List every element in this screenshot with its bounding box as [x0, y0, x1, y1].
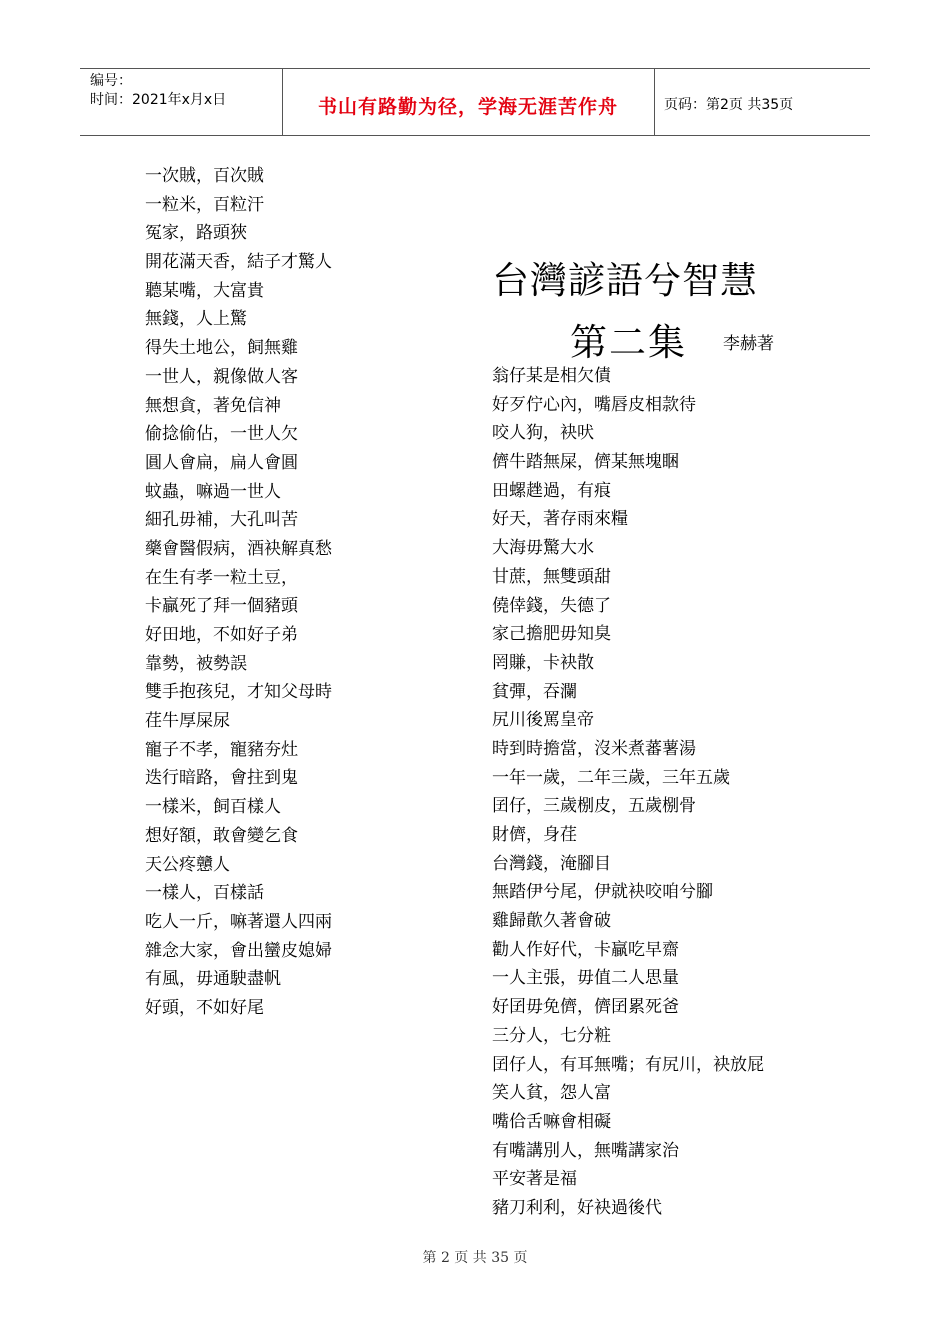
header-top-rule	[80, 68, 870, 69]
proverb-line: 想好額，敢會變乞食	[145, 825, 298, 846]
proverb-line: 一次賊，百次賊	[145, 166, 264, 186]
proverb-line: 笑人貧，怨人富	[492, 1083, 611, 1104]
proverb-line: 一樣人，百樣話	[145, 883, 264, 904]
proverb-line: 好囝毋免儕，儕囝累死爸	[492, 997, 679, 1018]
proverb-line: 雙手抱孩兒，才知父母時	[145, 682, 332, 703]
proverb-line: 寵子不孝，寵豬夯灶	[145, 739, 298, 760]
header-motto: 书山有路勤为径，学海无涯苦作舟	[317, 96, 618, 118]
proverb-line: 大海毋驚大水	[492, 538, 594, 559]
proverb-line: 財儕，身荏	[492, 825, 577, 845]
proverb-line: 一人主張，毋值二人思量	[492, 968, 679, 989]
header-page-info: 页码：第2页 共35页	[664, 97, 794, 113]
proverb-line: 有嘴講別人，無嘴講家治	[492, 1140, 679, 1161]
proverb-line: 靠勢，被勢誤	[145, 653, 247, 674]
proverb-line: 僥倖錢，失德了	[492, 595, 611, 616]
proverb-line: 偷捻偷佔，一世人欠	[145, 424, 298, 445]
left-proverb-list	[145, 162, 332, 1023]
document-subtitle: 第二集	[570, 321, 687, 364]
proverb-line: 田螺趖過，有痕	[492, 480, 611, 501]
right-proverb-list	[492, 362, 764, 1223]
proverb-line: 冤家，路頭狹	[145, 223, 247, 244]
proverb-line: 好田地，不如好子弟	[145, 625, 298, 645]
proverb-line: 雜念大家，會出蠻皮媳婦	[145, 940, 332, 961]
header-meta	[90, 72, 226, 110]
proverb-line: 聽某嘴，大富貴	[145, 280, 264, 301]
proverb-line: 囝仔人，有耳無嘴；有尻川，袂放屁	[492, 1054, 764, 1075]
proverb-line: 迭行暗路，會拄到鬼	[145, 768, 298, 789]
document-title: 台灣諺語兮智慧	[492, 259, 758, 302]
header-bottom-rule	[80, 135, 870, 136]
proverb-line: 尻川後罵皇帝	[492, 710, 594, 731]
proverb-line: 貧彈，吞瀾	[492, 681, 577, 702]
proverb-line: 嘴佮舌嘛會相礙	[492, 1111, 611, 1132]
proverb-line: 罔賺，卡袂散	[492, 652, 594, 673]
proverb-line: 囝仔，三歲㭭皮，五歲㭭骨	[492, 796, 696, 817]
proverb-line: 咬人狗，袂吠	[492, 423, 594, 444]
proverb-line: 無錢，人上驚	[145, 309, 247, 330]
proverb-line: 圓人會扁，扁人會圓	[145, 452, 298, 473]
proverb-line: 豬刀利利，好袂過後代	[492, 1197, 662, 1218]
proverb-line: 無想貪，著免信神	[145, 395, 281, 416]
proverb-line: 儕牛踏無屎，儕某無塊睏	[492, 452, 679, 473]
proverb-line: 細孔毋補，大孔叫苦	[145, 510, 298, 531]
proverb-line: 家己擔肥毋知臭	[492, 624, 611, 645]
proverb-line: 在生有孝一粒土豆，	[145, 567, 298, 588]
page-footer: 第 2 页 共 35 页	[422, 1250, 528, 1266]
proverb-line: 得失土地公，飼無雞	[145, 338, 298, 359]
proverb-line: 吃人一斤，嘛著還人四兩	[145, 911, 332, 932]
proverb-line: 三分人，七分粧	[492, 1025, 611, 1046]
proverb-line: 好天，著存雨來糧	[492, 509, 628, 530]
header-number-label: 编号：	[90, 73, 132, 89]
proverb-line: 甘蔗，無雙頭甜	[492, 566, 611, 587]
proverb-line: 好頭，不如好尾	[145, 997, 264, 1018]
proverb-line: 蚊蟲，嘛過一世人	[145, 481, 281, 502]
proverb-line: 無踏伊兮尾，伊就袂咬咱兮腳	[492, 882, 713, 903]
proverb-line: 開花滿天香，結子才驚人	[145, 252, 332, 273]
proverb-line: 有風，毋通駛盡帆	[145, 969, 281, 990]
proverb-line: 天公疼戇人	[145, 854, 230, 875]
header-time-label: 时间：2021年x月x日	[90, 92, 227, 108]
proverb-line: 平安著是福	[492, 1169, 577, 1190]
proverb-line: 時到時擔當，沒米煮蕃薯湯	[492, 738, 696, 759]
proverb-line: 好歹佇心內，嘴唇皮相款待	[492, 394, 696, 415]
proverb-line: 一年一歲，二年三歲，三年五歲	[492, 767, 730, 788]
proverb-line: 台灣錢，淹腳目	[492, 853, 611, 874]
proverb-line: 一樣米，飼百樣人	[145, 797, 281, 818]
proverb-line: 荏牛厚屎尿	[145, 711, 230, 732]
proverb-line: 勸人作好代，卡贏吃早齋	[492, 939, 679, 960]
proverb-line: 翁仔某是相欠債	[492, 366, 611, 386]
proverb-line: 卡贏死了拜一個豬頭	[145, 596, 298, 617]
proverb-line: 一粒米，百粒汗	[145, 194, 264, 215]
document-author: 李赫著	[723, 334, 774, 354]
proverb-line: 藥會醫假病，酒袂解真愁	[145, 538, 332, 559]
header-divider	[654, 68, 655, 135]
proverb-line: 一世人，親像做人客	[145, 366, 298, 387]
proverb-line: 雞歸歕久著會破	[492, 911, 611, 932]
